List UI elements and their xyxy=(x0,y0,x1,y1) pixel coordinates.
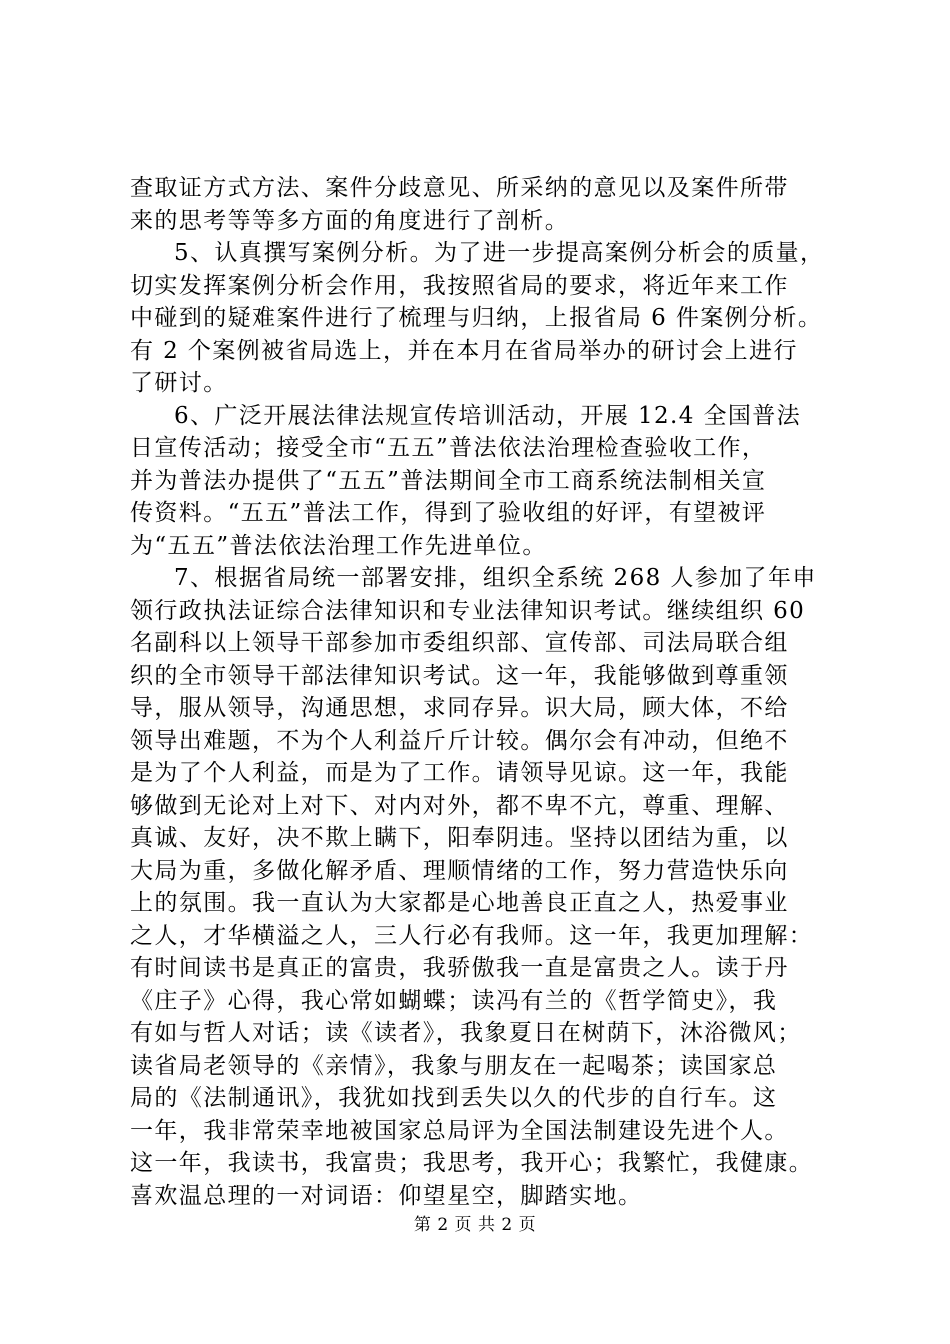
text-line: 《庄子》心得，我心常如蝴蝶；读冯有兰的《哲学简史》，我 xyxy=(130,987,778,1014)
text-line: 了研讨。 xyxy=(130,370,228,396)
text-line: 并为普法办提供了“五五”普法期间全市工商系统法制相关宣 xyxy=(130,467,767,494)
text-line: 有如与哲人对话；读《读者》，我象夏日在树荫下，沐浴微风； xyxy=(130,1020,802,1046)
text-line: 是为了个人利益，而是为了工作。请领导见谅。这一年，我能 xyxy=(130,760,789,786)
text-line: 这一年，我读书，我富贵；我思考，我开心；我繁忙，我健康。 xyxy=(130,1150,814,1176)
paragraph-5-start: 5、认真撰写案例分析。为了进一步提高案例分析会的质量， xyxy=(174,240,825,266)
document-body xyxy=(130,172,854,1212)
text-line: 领行政执法证综合法律知识和专业法律知识考试。继续组织 60 xyxy=(130,597,806,624)
text-line: 一年，我非常荣幸地被国家总局评为全国法制建设先进个人。 xyxy=(130,1117,789,1144)
text-line: 查取证方式方法、案件分歧意见、所采纳的意见以及案件所带 xyxy=(130,175,789,201)
paragraph-7-start: 7、根据省局统一部署安排，组织全系统 268 人参加了年申 xyxy=(174,565,817,591)
text-line: 大局为重，多做化解矛盾、理顺情绪的工作，努力营造快乐向 xyxy=(130,857,789,884)
text-line: 有时间读书是真正的富贵，我骄傲我一直是富贵之人。读于丹 xyxy=(130,955,789,981)
text-line: 中碰到的疑难案件进行了梳理与归纳，上报省局 6 件案例分析。 xyxy=(130,305,823,331)
text-line: 有 2 个案例被省局选上，并在本月在省局举办的研讨会上进行 xyxy=(130,337,798,364)
text-line: 领导出难题，不为个人利益斤斤计较。偶尔会有冲动，但绝不 xyxy=(130,727,789,754)
text-line: 织的全市领导干部法律知识考试。这一年，我能够做到尊重领 xyxy=(130,662,789,689)
text-line: 切实发挥案例分析会作用，我按照省局的要求，将近年来工作 xyxy=(130,272,789,299)
text-line: 导，服从领导，沟通思想，求同存异。识大局，顾大体，不给 xyxy=(130,695,789,721)
text-line: 传资料。“五五”普法工作，得到了验收组的好评，有望被评 xyxy=(130,500,767,526)
text-line: 上的氛围。我一直认为大家都是心地善良正直之人，热爱事业 xyxy=(130,890,789,916)
text-line: 日宣传活动；接受全市“五五”普法依法治理检查验收工作， xyxy=(130,435,767,461)
text-line: 局的《法制通讯》，我犹如找到丢失以久的代步的自行车。这 xyxy=(130,1085,778,1111)
text-line: 之人，才华横溢之人，三人行必有我师。这一年，我更加理解： xyxy=(130,922,814,949)
text-line: 名副科以上领导干部参加市委组织部、宣传部、司法局联合组 xyxy=(130,630,789,656)
text-line: 读省局老领导的《亲情》，我象与朋友在一起喝茶；读国家总 xyxy=(130,1052,778,1079)
paragraph-6-start: 6、广泛开展法律法规宣传培训活动，开展 12.4 全国普法 xyxy=(174,402,802,429)
text-line: 真诚、友好，决不欺上瞒下，阳奉阴违。坚持以团结为重，以 xyxy=(130,825,789,851)
text-line: 喜欢温总理的一对词语：仰望星空，脚踏实地。 xyxy=(130,1182,643,1209)
text-line: 够做到无论对上对下、对内对外，都不卑不亢，尊重、理解、 xyxy=(130,792,789,819)
text-line: 为“五五”普法依法治理工作先进单位。 xyxy=(130,532,547,559)
text-line: 来的思考等等多方面的角度进行了剖析。 xyxy=(130,207,570,234)
page-number-footer: 第 2 页 共 2 页 xyxy=(413,1215,537,1235)
